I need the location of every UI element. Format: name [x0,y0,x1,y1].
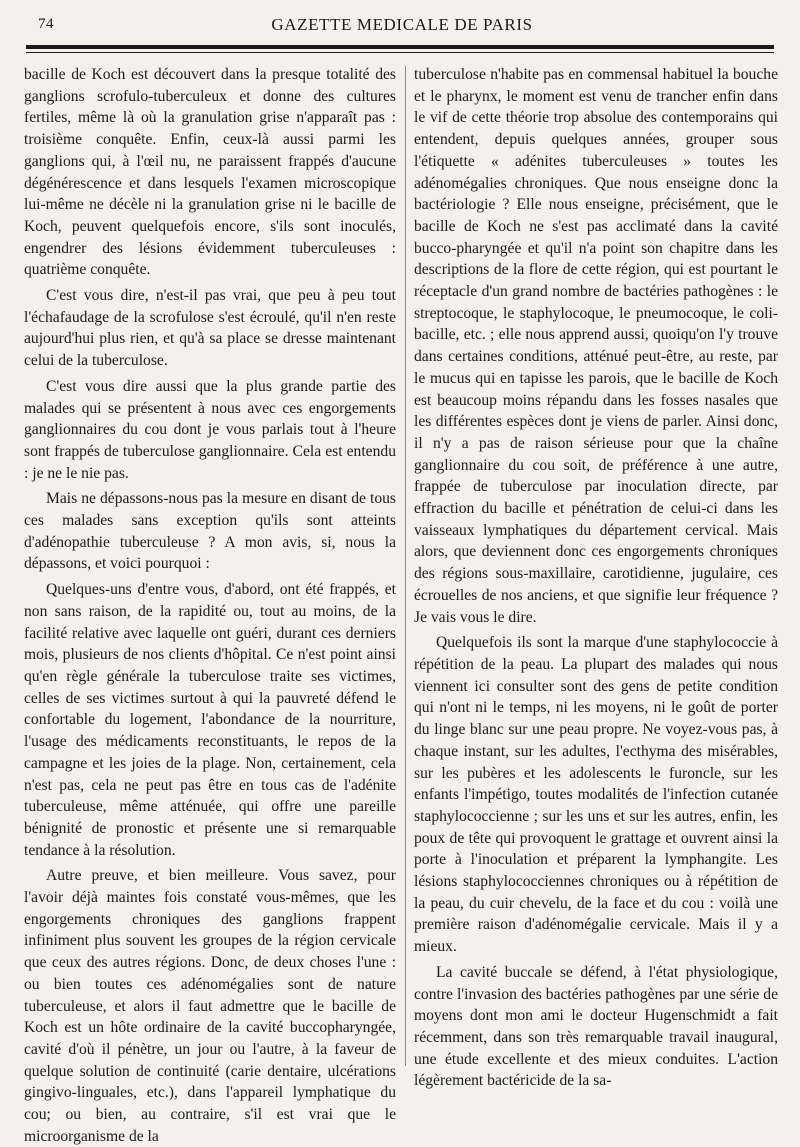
right-column [414,64,778,1090]
running-head: GAZETTE MEDICALE DE PARIS [271,15,533,34]
header-rule-thick [26,45,774,49]
paragraph: Autre preuve, et bien meilleure. Vous savez, pour l'avoir déjà maintes fois constaté vous-mêmes, que les engorgements chroniques des ganglions frappent infiniment plus souvent les groupes de la région cervicale que ceux des autres régions. Donc, de deux choses l'une : ou bien toutes ces adénomégalies sont de nature tuberculeuse, et alors il faut admettre que le bacille de Koch est un hôte ordinaire de la cavité buccopharyngée, cavité d'où il pénètre, un jour ou l'autre, à la faveur de quelque solution de continuité (carie dentaire, ulcérations gingivo-linguales, etc.), dans l'appareil lymphatique du cou; ou bien, au contraire, s'il est vrai que le microorganisme de la [24,867,396,1145]
column-divider [405,66,406,1066]
header-rule-thin [26,52,774,53]
paragraph: La cavité buccale se défend, à l'état physiologique, contre l'invasion des bactéries pathogènes par une série de moyens dont mon ami le docteur Hugenschmidt a fait récemment, dans son très remarquable travail inaugural, une étude excellente et des mieux conduites. L'action légèrement bactéricide de la sa- [414,963,778,1090]
paragraph: tuberculose n'habite pas en commensal habituel la bouche et le pharynx, le moment est venu de trancher enfin dans le vif de cette théorie trop absolue des contemporains qui entendent, depuis quelques années, grouper sous l'étiquette « adénites tuberculeuses » toutes les adénomégalies chroniques. Que nous enseigne donc la bactériologie ? Elle nous enseigne, précisément, que le bacille de Koch ne s'est pas acclimaté dans la cavité bucco-pharyngée et qu'il n'a point son chapitre dans les descriptions de la flore de cette région, qui est pourtant le réceptacle d'un grand nombre de bactéries pathogènes : le streptocoque, le staphylocoque, le pneumocoque, le coli-bacille, etc. ; elle nous apprend aussi, quoiqu'on l'y trouve dans certaines conditions, atténué peut-être, au reste, par le mucus qui en tapisse les parois, que le bacille de Koch est beaucoup moins répandu dans les fosses nasales que les différentes espèces dont je viens de parler. Ainsi donc, il n'y a pas de raison sérieuse pour que la chaîne ganglionnaire du cou soit, de préférence à une autre, frappée de tuberculose par inoculation directe, par effraction du bacille et pénétration de celui-ci dans les vaisseaux lymphatiques du département cervical. Mais alors, que deviennent donc ces engorgements chroniques des régions sous-maxillaire, carotidienne, jugulaire, ces écrouelles de nos anciens, et que signifie leur fréquence ? Je vais vous le dire. [414,66,778,626]
paragraph: C'est vous dire aussi que la plus grande partie des malades qui se présentent à nous avec ces engorgements ganglionnaires du cou dont je vous parlais tout à l'heure sont frappés de tuberculose ganglionnaire. Cela est entendu : je ne le nie pas. [24,377,396,482]
left-column [24,64,396,1145]
paragraph: C'est vous dire, n'est-il pas vrai, que peu à peu tout l'échafaudage de la scrofulose s'est écroulé, qu'il n'en reste aujourd'hui plus rien, et qu'à sa place se dresse maintenant celui de la tuberculose. [24,287,396,370]
page-number: 74 [38,16,54,32]
paragraph: bacille de Koch est découvert dans la presque totalité des ganglions scrofulo-tuberculeux et donne des cultures fertiles, même là où la granulation grise n'apparaît pas : troisième conquête. Enfin, ceux-là aussi parmi les ganglions qui, à l'œil nu, ne paraissent frappés d'aucune dégénérescence et dans lesquels l'examen microscopique lui-même ne décèle ni la granulation grise ni le bacille de Koch, peuvent quelquefois encore, s'ils sont inoculés, engendrer des lésions évidemment tuberculeuses : quatrième conquête. [24,66,396,279]
paragraph: Quelquefois ils sont la marque d'une staphylococcie à répétition de la peau. La plupart des malades qui nous viennent ici consulter sont des gens de petite condition qui n'ont ni le temps, ni les moyens, ni le goût de porter du linge blanc sur une peau propre. Ne voyez-vous pas, à chaque instant, sur les adultes, l'ecthyma des misérables, sur les pubères et les adolescents le furoncle, sur les enfants l'impétigo, toutes modalités de l'infection cutanée staphylococcienne ; sur les uns et sur les autres, enfin, les poux de tête qui provoquent le grattage et ouvrent ainsi la porte à l'inoculation et préparent la lymphangite. Les lésions staphylococciennes chroniques ou à répétition de la peau, du cuir chevelu, de la face et du cou : voilà une première raison d'adénomégalie cervicale. Mais il y a mieux. [414,634,778,956]
paragraph: Mais ne dépassons-nous pas la mesure en disant de tous ces malades sans exception qu'ils sont atteints d'adénopathie tuberculeuse ? A mon avis, si, nous la dépassons, et voici pourquoi : [24,490,396,573]
paragraph: Quelques-uns d'entre vous, d'abord, ont été frappés, et non sans raison, de la rapidité ou, tout au moins, de la facilité relative avec laquelle ont guéri, durant ces derniers mois, plusieurs de nos clients d'hôpital. Ce n'est point ainsi qu'en règle générale la tuberculose traite ses victimes, celles de ses victimes surtout à qui la pauvreté défend le confortable du logement, l'abondance de la nourriture, l'usage des médicaments reconstituants, le repos de la campagne et les joies de la plage. Non, certainement, cela n'est pas, cela ne peut pas être en tous cas de l'adénite tuberculeuse, même atténuée, qui offre une pareille bénignité de pronostic et présente une si remarquable tendance à la résolution. [24,581,396,859]
page-header [32,14,772,38]
